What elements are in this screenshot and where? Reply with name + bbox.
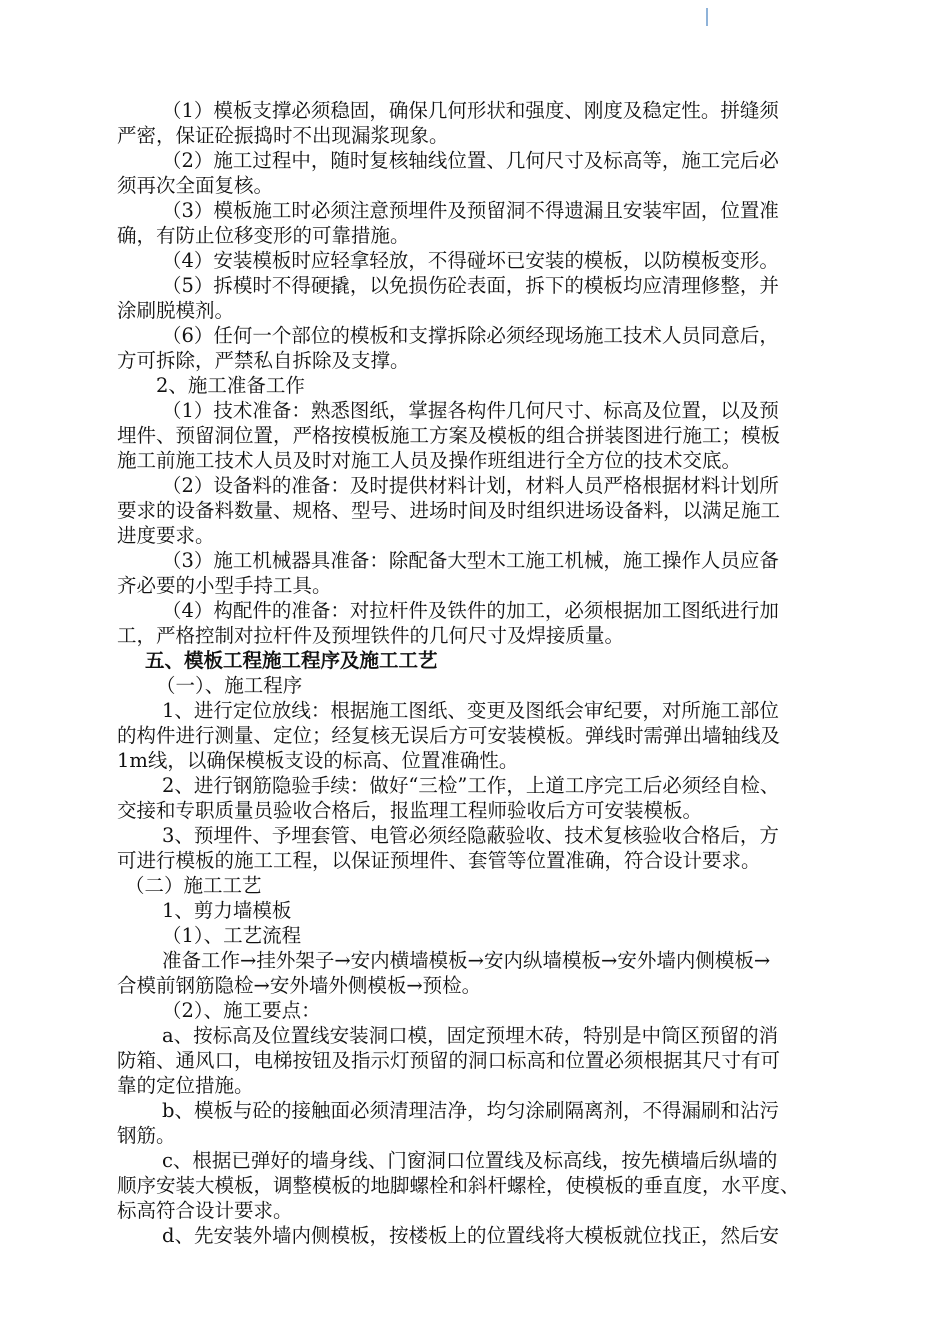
text-line: （1）、工艺流程 [162, 924, 302, 947]
text-line: （2）施工过程中，随时复核轴线位置、几何尺寸及标高等，施工完后必 [162, 149, 779, 172]
text-line: （4）构配件的准备：对拉杆件及铁件的加工，必须根据加工图纸进行加 [162, 599, 779, 622]
text-line: 合模前钢筋隐检→安外墙外侧模板→预检。 [117, 974, 482, 997]
document-body [117, 98, 881, 1248]
text-line: （6）任何一个部位的模板和支撑拆除必须经现场施工技术人员同意后， [162, 324, 779, 347]
text-line: 方可拆除，严禁私自拆除及支撑。 [117, 349, 410, 372]
text-line: 钢筋。 [117, 1124, 176, 1147]
text-line: 的构件进行测量、定位；经复核无误后方可安装模板。弹线时需弹出墙轴线及 [117, 724, 781, 747]
text-line: 埋件、预留洞位置，严格按模板施工方案及模板的组合拼装图进行施工；模板 [117, 424, 781, 447]
text-line: a、按标高及位置线安装洞口模，固定预埋木砖，特别是中筒区预留的消 [162, 1024, 779, 1047]
text-line: 防箱、通风口，电梯按钮及指示灯预留的洞口标高和位置必须根据其尺寸有可 [117, 1049, 781, 1072]
text-line: （3）模板施工时必须注意预埋件及预留洞不得遗漏且安装牢固，位置准 [162, 199, 779, 222]
text-line: 顺序安装大模板，调整模板的地脚螺栓和斜杆螺栓，使模板的垂直度，水平度、 [117, 1174, 800, 1197]
text-line: 2、进行钢筋隐验手续：做好“三检”工作，上道工序完工后必须经自检、 [162, 774, 780, 797]
text-line: 标高符合设计要求。 [117, 1199, 293, 1222]
text-line: 涂刷脱模剂。 [117, 299, 235, 322]
text-line: 1、剪力墙模板 [162, 899, 292, 922]
text-line: 可进行模板的施工工程，以保证预埋件、套管等位置准确，符合设计要求。 [117, 849, 761, 872]
text-line: 进度要求。 [117, 524, 215, 547]
text-line: （3）施工机械器具准备：除配备大型木工施工机械，施工操作人员应备 [162, 549, 779, 572]
text-line: 靠的定位措施。 [117, 1074, 254, 1097]
text-line: （二）施工工艺 [125, 874, 262, 897]
text-line: 齐必要的小型手持工具。 [117, 574, 332, 597]
text-line: b、模板与砼的接触面必须清理洁净，均匀涂刷隔离剂，不得漏刷和沾污 [162, 1099, 779, 1122]
text-line: 须再次全面复核。 [117, 174, 274, 197]
text-line: （4）安装模板时应轻拿轻放，不得碰坏已安装的模板，以防模板变形。 [162, 249, 779, 272]
text-line: 2、施工准备工作 [156, 374, 305, 397]
section-heading-line: 五、模板工程施工程序及施工工艺 [145, 649, 438, 672]
text-line: 确，有防止位移变形的可靠措施。 [117, 224, 410, 247]
text-line: （1）技术准备：熟悉图纸，掌握各构件几何尺寸、标高及位置，以及预 [162, 399, 779, 422]
text-line: 1、进行定位放线：根据施工图纸、变更及图纸会审纪要，对所施工部位 [162, 699, 779, 722]
text-line: 要求的设备料数量、规格、型号、进场时间及时组织进场设备料，以满足施工 [117, 499, 781, 522]
text-line: 3、预埋件、予埋套管、电管必须经隐蔽验收、技术复核验收合格后，方 [162, 824, 779, 847]
text-line: 1m线，以确保模板支设的标高、位置准确性。 [117, 749, 519, 772]
text-line: 施工前施工技术人员及时对施工人员及操作班组进行全方位的技术交底。 [117, 449, 742, 472]
text-line: （5）拆模时不得硬撬，以免损伤砼表面，拆下的模板均应清理修整，并 [162, 274, 779, 297]
text-line: （2）、施工要点： [162, 999, 321, 1022]
text-line: （1）模板支撑必须稳固，确保几何形状和强度、刚度及稳定性。拼缝须 [162, 99, 779, 122]
text-line: （2）设备料的准备：及时提供材料计划，材料人员严格根据材料计划所 [162, 474, 779, 497]
text-line: d、先安装外墙内侧模板，按楼板上的位置线将大模板就位找正，然后安 [162, 1224, 779, 1247]
text-line: 准备工作→挂外架子→安内横墙模板→安内纵墙模板→安外墙内侧模板→ [162, 949, 771, 972]
text-line: 交接和专职质量员验收合格后，报监理工程师验收后方可安装模板。 [117, 799, 703, 822]
text-line: 严密，保证砼振捣时不出现漏浆现象。 [117, 124, 449, 147]
text-line: c、根据已弹好的墙身线、门窗洞口位置线及标高线，按先横墙后纵墙的 [162, 1149, 778, 1172]
text-cursor-marker [706, 8, 708, 26]
text-line: 工，严格控制对拉杆件及预埋铁件的几何尺寸及焊接质量。 [117, 624, 625, 647]
text-line: （一）、施工程序 [156, 674, 303, 697]
